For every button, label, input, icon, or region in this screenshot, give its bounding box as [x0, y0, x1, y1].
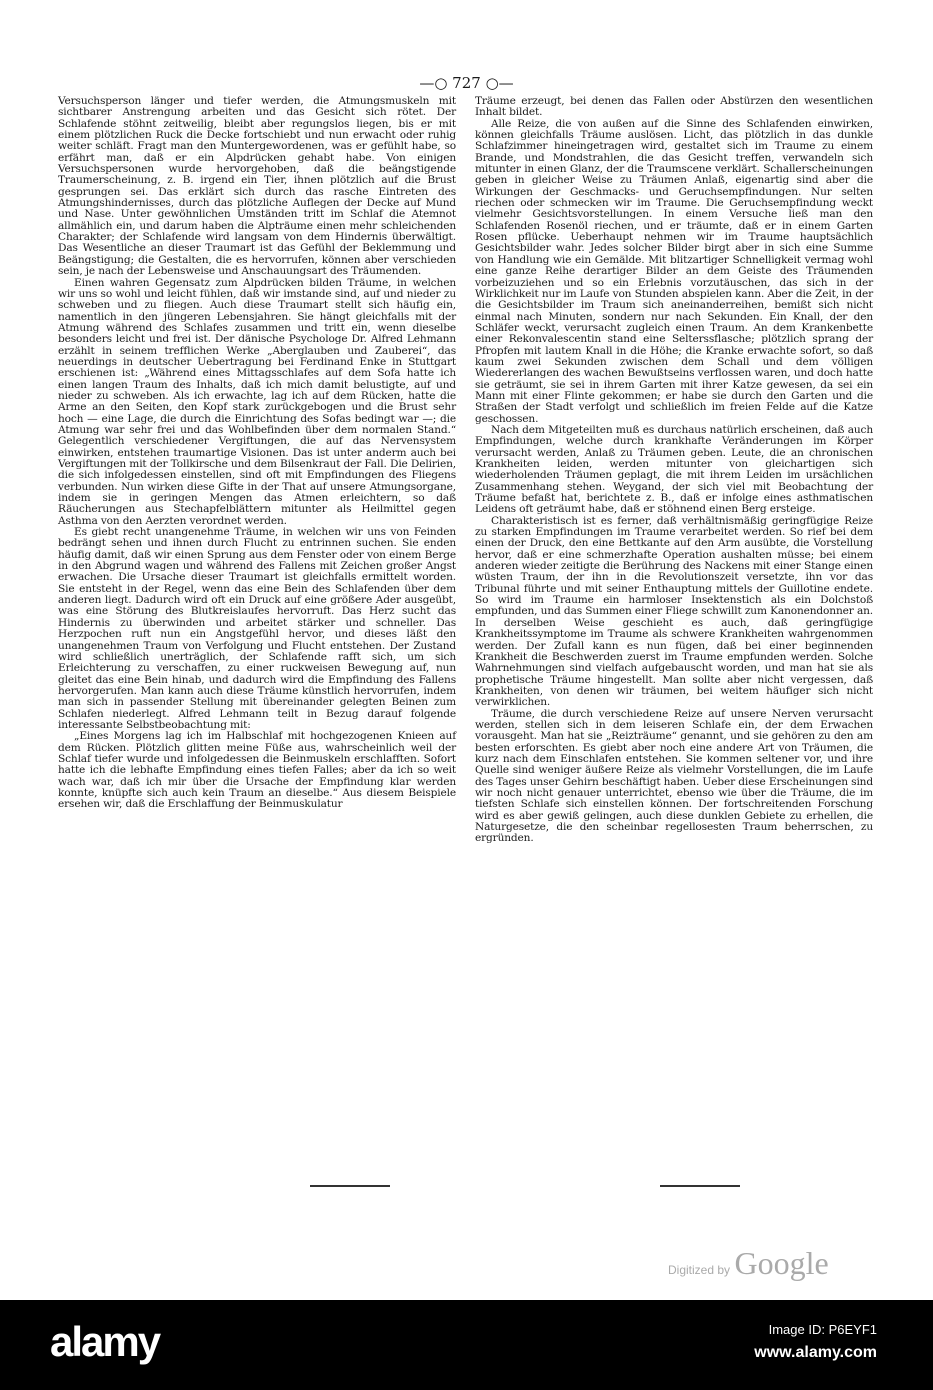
paragraph: Nach dem Mitgeteilten muß es durchaus natürlich erscheinen, daß auch Empfindungen, welche durch krankhafte Veränderungen im Körper verursacht werden, Anlaß zu Träumen geben. Leute, die an chronischen Krankheiten leiden, werden mitunter von gleichartigen sich wiederholenden Träumen geplagt, die mit ihrem Leiden im ursächlichen Zusammenhang stehen. Weygand, der sich viel mit Beobachtung der Träume befaßt hat, berichtete z. B., daß er infolge eines asthmatischen Leidens oft geträumt habe, daß er stöhnend einen Berg ersteige. [475, 423, 873, 516]
paragraph: „Eines Morgens lag ich im Halbschlaf mit hochgezogenen Knieen auf dem Rücken. Plötzlich glitten meine Füße aus, wahrscheinlich weil der Schlaf tiefer wurde und infolgedessen die Beinmuskeln erschlafften. Sofort hatte ich die lebhafte Empfindung eines tiefen Falles; aber da ich so weit wach war, daß ich mir über die Ursache der Empfindung klar werden konnte, knüpfte sich auch kein Traum an dieselbe.“ Aus diesem Beispiele ersehen wir, daß die Erschlaffung der Beinmuskulatur [58, 730, 456, 811]
paragraph: Alle Reize, die von außen auf die Sinne des Schlafenden einwirken, können gleichfalls Träume auslösen. Licht, das plötzlich in das dunkle Schlafzimmer hineingetragen wird, gestaltet sich im Traume zu einem Brande, und Mondstrahlen, die das Gesicht treffen, verwandeln sich mitunter in einen Glanz, der die Traumscene verklärt. Schallerscheinungen geben in gleicher Weise zu Träumen Anlaß, eigenartig sind aber die Wirkungen der Geschmacks- und Geruchsempfindungen. Nur selten riechen oder schmecken wir im Traume. Die Geruchsempfindung weckt vielmehr Gesichtsvorstellungen. In einem Versuche ließ man den Schlafenden Rosenöl riechen, und er träumte, daß er in einem Garten Rosen pflücke. Ueberhaupt nehmen wir im Traume hauptsächlich Gesichtsbilder wahr. Jedes solcher Bilder birgt aber in sich eine Summe von Handlung wie ein Gemälde. Mit blitzartiger Schnelligkeit vermag wohl eine ganze Reihe derartiger Bilder an dem Geiste des Träumenden vorbeizuziehen und so ein Erlebnis vorzutäuschen, das sich in der Wirklichkeit nur im Laufe von Stunden abspielen kann. Aber die Zeit, in der die Gesichtsbilder im Traum sich aneinanderreihen, bemißt sich nicht einmal nach Minuten, sondern nur nach Sekunden. Ein Knall, der den Schläfer weckt, verursacht zugleich einen Traum. An dem Krankenbette einer Rekonvalescentin stand eine Selterssflasche; plötzlich sprang der Pfropfen mit lautem Knall in die Höhe; die Kranke erwachte sofort, so daß kaum zwei Sekunden zwischen dem Schall und dem völligen Wiedererlangen des wachen Bewußtseins verflossen waren, und doch hatte sie geträumt, sie sei in ihrem Garten mit ihrer Katze gewesen, da sei ein Mann mit einer Flinte gekommen; er habe sie durch den Garten und die Straßen der Stadt verfolgt und schließlich im freien Felde auf die Katze geschossen. [475, 117, 873, 425]
page-number: —○ 727 ○— [419, 74, 514, 92]
paragraph: Einen wahren Gegensatz zum Alpdrücken bilden Träume, in welchen wir uns so wohl und leicht fühlen, daß wir imstande sind, auf und nieder zu schweben und zu fliegen. Auch diese Traumart stellt sich häufig ein, namentlich in den jüngeren Lebensjahren. Sie hängt gleichfalls mit der Atmung während des Schlafes zusammen und tritt ein, wenn dieselbe besonders leicht und frei ist. Der dänische Psychologe Dr. Alfred Lehmann erzählt in seinem trefflichen Werke „Aberglauben und Zauberei“, das neuerdings in deutscher Uebertragung bei Ferdinand Enke in Stuttgart erschienen ist: „Während eines Mittagsschlafes auf dem Sofa hatte ich einen langen Traum des Inhalts, daß ich mich damit belustigte, auf und nieder zu schweben. Als ich erwachte, lag ich auf dem Rücken, hatte die Arme an den Seiten, den Kopf stark zurückgebogen und die Brust sehr hoch — eine Lage, die durch die Einrichtung des Sofas bedingt war —; die Atmung war sehr frei und das Wohlbefinden über dem normalen Stand.“ Gelegentlich verschiedener Vergiftungen, die auf das Nervensystem einwirken, entstehen traumartige Visionen. Das ist unter anderm auch bei Vergiftungen mit der Tollkirsche und dem Bilsenkraut der Fall. Die Delirien, die sich infolgedessen einstellen, sind oft mit Empfindungen des Fliegens verbunden. Nun wirken diese Gifte in der That auf unsere Atmungsorgane, indem sie in geringen Mengen das Atmen erleichtern, so daß Räucherungen aus Stechapfelblättern mitunter als Heilmittel gegen Asthma von den Aerzten verordnet werden. [58, 276, 456, 527]
image-id: Image ID: P6EYF1 [768, 1322, 877, 1337]
paragraph: Träume, die durch verschiedene Reize auf unsere Nerven verursacht werden, stellen sich in dem leiseren Schlafe ein, der dem Erwachen vorausgeht. Man hat sie „Reizträume“ genannt, und sie gehören zu den am besten erforschten. Es giebt aber noch eine andere Art von Träumen, die kurz nach dem Einschlafen entstehen. Sie kommen seltener vor, und ihre Quelle sind weniger äußere Reize als vielmehr Vorstellungen, die im Laufe des Tages unser Gehirn beschäftigt haben. Ueber diese Erscheinungen sind wir noch nicht genauer unterrichtet, ebenso wie über die Träume, die im tiefsten Schlafe sich einstellen können. Der fortschreitenden Forschung wird es aber gewiß gelingen, auch diese dunklen Gebiete zu erhellen, die Naturgesetze, die den scheinbar regellosesten Traum beherrschen, zu ergründen. [475, 707, 873, 845]
right-column [475, 96, 873, 845]
paragraph: Es giebt recht unangenehme Träume, in welchen wir uns von Feinden bedrängt sehen und ihnen durch Flucht zu entrinnen suchen. Sie enden häufig damit, daß wir einen Sprung aus dem Fenster oder von einem Berge in den Abgrund wagen und während des Fallens mit Zeichen großer Angst erwachen. Die Ursache dieser Traumart ist gleichfalls ermittelt worden. Sie entsteht in der Regel, wenn das eine Bein des Schlafenden über dem anderen liegt. Dadurch wird oft ein Druck auf eine größere Ader ausgeübt, was eine Störung des Blutkreislaufes hervorruft. Das Herz sucht das Hindernis zu überwinden und arbeitet stärker und schneller. Das Herzpochen ruft nun ein Angstgefühl hervor, und dieses läßt den unangenehmen Traum von Verfolgung und Flucht entstehen. Der Zustand wird schließlich unerträglich, der Schlafende rafft sich, um sich Erleichterung zu verschaffen, zu einer ruckweisen Bewegung auf, nun gleitet das eine Bein hinab, und dadurch wird die Empfindung des Fallens hervorgerufen. Man kann auch diese Träume künstlich hervorrufen, indem man sich in passender Stellung mit übereinander gelegten Beinen zum Schlafen niederlegt. Alfred Lehmann teilt in Bezug darauf folgende interessante Selbstbeobachtung mit: [58, 526, 456, 731]
paragraph: Versuchsperson länger und tiefer werden, die Atmungsmuskeln mit sichtbarer Anstrengung arbeiten und das Gesicht sich rötet. Der Schlafende stöhnt zeitweilig, bleibt aber regungslos liegen, bis er mit einem plötzlichen Ruck die Decke fortschiebt und nun erwacht oder ruhig weiter schläft. Fragt man den Muntergewordenen, was er gefühlt habe, so erfährt man, daß er ein Alpdrücken gehabt habe. Von einigen Versuchspersonen wurde hervorgehoben, daß die beängstigende Traumerscheinung, z. B. irgend ein Tier, ihnen plötzlich auf die Brust gesprungen sei. Das erklärt sich durch das rasche Eintreten des Atmungshindernisses, durch das plötzliche Auflegen der Decke auf Mund und Nase. Unter gewöhnlichen Umständen tritt im Schlaf die Atemnot allmählich ein, und darum haben die Alpträume einen mehr schleichenden Charakter; der Schlafende wird langsam von dem Hindernis überwältigt. Das Wesentliche an dieser Traumart ist das Gefühl der Beklemmung und Beängstigung; die Gestalten, die es hervorrufen, können aber verschieden sein, je nach der Lebensweise und Anschauungsart des Träumenden. [58, 95, 456, 278]
footer-band [0, 1300, 933, 1390]
site-url: www.alamy.com [754, 1344, 877, 1361]
end-rule [310, 1185, 390, 1187]
paragraph: Charakteristisch ist es ferner, daß verhältnismäßig geringfügige Reize zu starken Empfindungen im Traume verarbeitet werden. So rief bei dem einen der Druck, den eine Bettkante auf den Arm ausübte, die Vorstellung hervor, daß er eine schmerzhafte Operation aushalten müsse; bei einem anderen wieder zeitigte die Berührung des Nackens mit einer Stange einen wüsten Traum, der ihn in die Revolutionszeit versetzte, ihn vor das Tribunal führte und mit seiner Enthauptung mittels der Guillotine endete. So wird im Traume ein harmloser Insektenstich als ein Dolchstoß empfunden, und das Summen einer Fliege schwillt zum Kanonendonner an. In derselben Weise geschieht es auch, daß geringfügige Krankheitssymptome im Traume als schwere Krankheiten wahrgenommen werden. Der Zufall kann es nun fügen, daß bei einer beginnenden Krankheit die Beschwerden zuerst im Traume empfunden werden. Solche Wahrnehmungen sind vielfach aufgebauscht worden, und man hat sie als prophetische Träume hingestellt. Man sollte aber nicht vergessen, daß Krankheiten, von denen wir träumen, bei weitem häufiger sich nicht verwirklichen. [475, 514, 873, 709]
alamy-logo: alamy [50, 1318, 160, 1365]
left-column [58, 96, 456, 811]
paragraph: Träume erzeugt, bei denen das Fallen oder Abstürzen den wesentlichen Inhalt bildet. [475, 95, 873, 119]
google-watermark: Digitized by Google [668, 1245, 829, 1281]
end-rule [660, 1185, 740, 1187]
